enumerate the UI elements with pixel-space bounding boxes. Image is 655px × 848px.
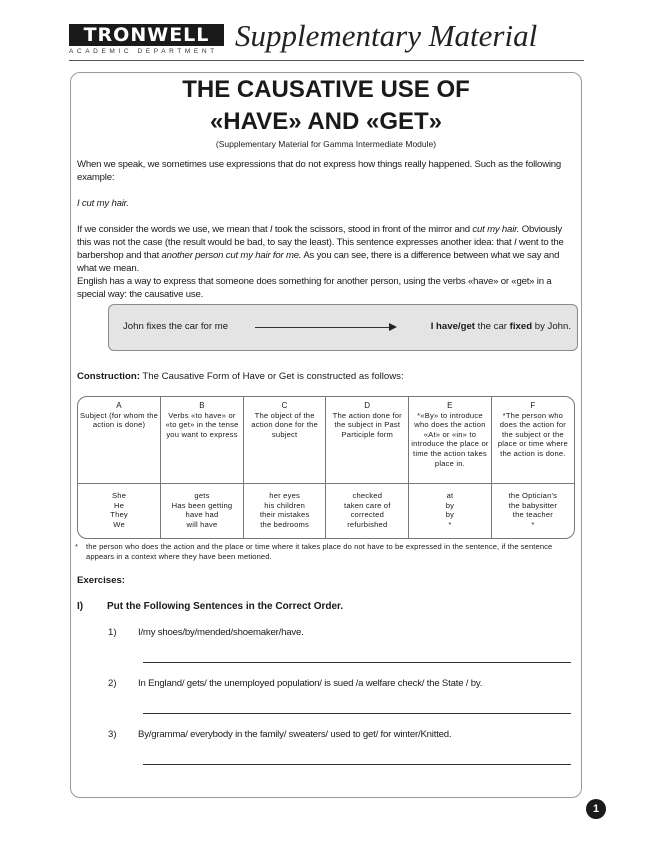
column-letter: F bbox=[530, 401, 536, 410]
exercise-number: 3) bbox=[108, 729, 117, 740]
column-letter: C bbox=[281, 401, 288, 410]
cell-line: her eyes bbox=[269, 491, 300, 500]
section-number: I) bbox=[77, 601, 84, 612]
table-header-cell bbox=[491, 397, 574, 484]
cell-line: taken care of bbox=[344, 500, 391, 510]
page-header bbox=[69, 20, 584, 60]
example-active: John fixes the car for me bbox=[123, 321, 229, 332]
text-run-bold: I have/get bbox=[430, 321, 475, 332]
arrow-right-icon bbox=[255, 327, 395, 328]
table-cell-participles bbox=[326, 484, 409, 539]
footnote-mark: * bbox=[75, 542, 79, 551]
answer-line[interactable] bbox=[143, 713, 571, 714]
cell-line: by bbox=[445, 500, 455, 510]
table-header-cell bbox=[161, 397, 244, 484]
text-run: took the scissors, stood in front of the mirror and bbox=[272, 224, 473, 235]
table-header-cell bbox=[409, 397, 492, 484]
table-cell-prepositions bbox=[409, 484, 492, 539]
cell-line: corrected bbox=[350, 510, 385, 520]
cell-line: * bbox=[448, 519, 452, 529]
cell-line: his children bbox=[264, 500, 306, 510]
column-description: Subject (for whom the action is done) bbox=[80, 410, 159, 430]
table-cell-subjects bbox=[78, 484, 161, 539]
table-cell-objects bbox=[243, 484, 326, 539]
column-letter: B bbox=[199, 401, 205, 410]
tronwell-logo bbox=[69, 24, 224, 58]
cell-line: They bbox=[110, 510, 128, 520]
text-run-bold: fixed bbox=[509, 321, 533, 332]
explanation-paragraph bbox=[77, 223, 575, 275]
column-description: Verbs «to have» or «to get» in the tense you want to express bbox=[165, 410, 239, 439]
table-cell-verbs bbox=[161, 484, 244, 539]
text-run: went to the barbershop and that bbox=[77, 237, 564, 261]
text-run-italic: cut my hair. bbox=[472, 224, 520, 235]
content-panel bbox=[70, 72, 582, 798]
cell-line: Has been getting bbox=[171, 500, 233, 510]
column-letter: D bbox=[364, 401, 371, 410]
cell-line: have had bbox=[185, 510, 219, 520]
column-description: *«By» to introduce who does the action «At» or «in» to introduce the place or time the action takes place in. bbox=[411, 410, 489, 468]
example-causative bbox=[431, 321, 571, 332]
logo-wordmark: TRONWELL bbox=[69, 24, 224, 46]
exercise-prompt: By/gramma/ everybody in the family/ sweaters/ used to get/ for winter/Knitted. bbox=[138, 729, 452, 740]
causative-table bbox=[77, 396, 575, 539]
document-title-line2: «HAVE» AND «GET» bbox=[209, 108, 443, 135]
text-run-italic: I bbox=[514, 237, 517, 248]
cell-line: the teacher bbox=[512, 510, 553, 520]
text-run: the car bbox=[474, 321, 510, 332]
text-run-italic: another person cut my hair for me. bbox=[161, 250, 302, 261]
table-header-cell bbox=[326, 397, 409, 484]
column-description: The action done for the subject in Past Participle form bbox=[332, 410, 402, 439]
cell-line: by bbox=[445, 510, 455, 520]
exercises-heading: Exercises: bbox=[77, 575, 126, 586]
cell-line: She bbox=[112, 491, 127, 500]
construction-text: The Causative Form of Have or Get is constructed as follows: bbox=[139, 371, 404, 382]
exercise-number: 2) bbox=[108, 678, 117, 689]
exercise-prompt: In England/ gets/ the unemployed population/ is sued /a welfare check/ the State / by. bbox=[138, 678, 483, 689]
column-description: The object of the action done for the subject bbox=[251, 410, 318, 439]
text-run: As you can see, there is a difference between what we say and what we mean. bbox=[77, 250, 560, 274]
answer-line[interactable] bbox=[143, 764, 571, 765]
cell-line: will have bbox=[186, 519, 218, 529]
text-run: Obviously this was not the case (the result would be bad, to say the least). This sentence expresses another idea: that bbox=[77, 224, 563, 248]
document-title-line1: THE CAUSATIVE USE OF bbox=[182, 76, 470, 103]
example-sentence: I cut my hair. bbox=[77, 198, 129, 209]
table-footnote bbox=[75, 542, 575, 562]
cell-line: gets bbox=[194, 491, 210, 500]
header-divider bbox=[69, 60, 584, 61]
construction-line bbox=[77, 371, 404, 382]
column-letter: A bbox=[116, 401, 122, 410]
page-number-badge: 1 bbox=[586, 799, 606, 819]
exercise-prompt: I/my shoes/by/mended/shoemaker/have. bbox=[138, 627, 304, 638]
cell-line: checked bbox=[352, 491, 383, 500]
section-title: Put the Following Sentences in the Correct Order. bbox=[107, 601, 344, 612]
cell-line: He bbox=[114, 500, 125, 510]
cell-line: at bbox=[446, 491, 454, 500]
table-header-row bbox=[78, 397, 574, 484]
exercise-number: 1) bbox=[108, 627, 117, 638]
text-run: by John. bbox=[532, 321, 571, 332]
cell-line: the bedrooms bbox=[260, 519, 310, 529]
column-letter: E bbox=[447, 401, 453, 410]
cell-line: refurbished bbox=[347, 519, 388, 529]
column-description: *The person who does the action for the subject or the place or time where the action is done. bbox=[497, 410, 568, 458]
document-subtitle: (Supplementary Material for Gamma Intermediate Module) bbox=[215, 139, 437, 149]
table-header-cell bbox=[78, 397, 161, 484]
table-example-row bbox=[78, 484, 574, 539]
cell-line: * bbox=[531, 519, 535, 529]
footnote-text: the person who does the action and the place or time where it takes place do not have to be expressed in the sentence, if the sentence appears in a context where they have been metioned. bbox=[86, 542, 553, 561]
construction-label: Construction: bbox=[77, 371, 140, 382]
answer-line[interactable] bbox=[143, 662, 571, 663]
cell-line: We bbox=[113, 519, 125, 529]
example-transformation-box bbox=[108, 304, 578, 351]
intro-paragraph: When we speak, we sometimes use expressions that do not express how things really happened. Such as the following example: bbox=[77, 159, 562, 183]
cell-line: the Optician's bbox=[508, 491, 558, 500]
cell-line: the babysitter bbox=[508, 500, 558, 510]
table-header-cell bbox=[243, 397, 326, 484]
header-title: Supplementary Material bbox=[235, 18, 538, 53]
causative-paragraph: English has a way to express that someone does something for another person, using the verbs «have» or «get» in a special way: the causative use. bbox=[77, 276, 552, 300]
cell-line: their mistakes bbox=[259, 510, 310, 520]
logo-subtext: ACADEMIC DEPARTMENT bbox=[69, 48, 218, 55]
text-run-italic: I bbox=[269, 224, 273, 235]
text-run: If we consider the words we use, we mean that bbox=[77, 224, 270, 235]
table-cell-agents bbox=[491, 484, 574, 539]
